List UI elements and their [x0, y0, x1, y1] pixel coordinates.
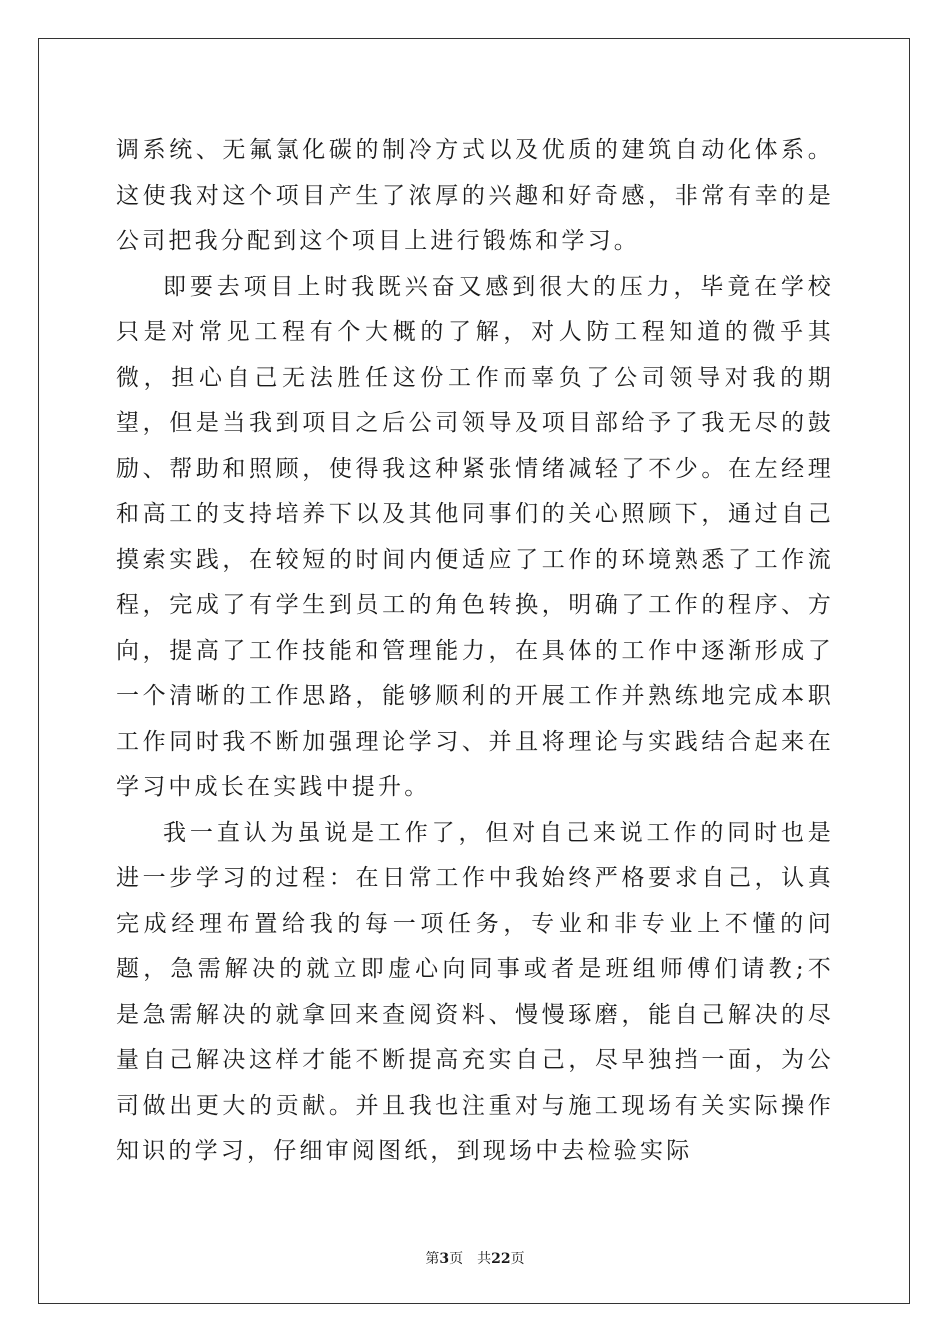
total-prefix: 共	[477, 1251, 492, 1267]
page-footer	[0, 1248, 950, 1268]
total-unit: 页	[510, 1251, 525, 1267]
paragraph-3: 我一直认为虽说是工作了，但对自己来说工作的同时也是进一步学习的过程：在日常工作中我始终严格要求自己，认真完成经理布置给我的每一项任务，专业和非专业上不懂的问题，急需解决的就立即虚心向同事或者是班组师傅们请教;不是急需解决的就拿回来查阅资料、慢慢琢磨，能自己解决的尽量自己解决这样才能不断提高充实自己，尽早独挡一面，为公司做出更大的贡献。并且我也注重对与施工现场有关实际操作知识的学习，仔细审阅图纸，到现场中去检验实际	[116, 819, 834, 1164]
page-prefix: 第	[425, 1251, 440, 1267]
paragraph-2: 即要去项目上时我既兴奋又感到很大的压力，毕竟在学校只是对常见工程有个大概的了解，对人防工程知道的微乎其微，担心自己无法胜任这份工作而辜负了公司领导对我的期望，但是当我到项目之后公司领导及项目部给予了我无尽的鼓励、帮助和照顾，使得我这种紧张情绪减轻了不少。在左经理和高工的支持培养下以及其他同事们的关心照顾下，通过自己摸索实践，在较短的时间内便适应了工作的环境熟悉了工作流程，完成了有学生到员工的角色转换，明确了工作的程序、方向，提高了工作技能和管理能力，在具体的工作中逐渐形成了一个清晰的工作思路，能够顺利的开展工作并熟练地完成本职工作同时我不断加强理论学习、并且将理论与实践结合起来在学习中成长在实践中提升。	[116, 273, 834, 800]
total-pages: 22	[491, 1251, 511, 1267]
paragraph-1: 调系统、无氟氯化碳的制冷方式以及优质的建筑自动化体系。这使我对这个项目产生了浓厚的兴趣和好奇感，非常有幸的是公司把我分配到这个项目上进行锻炼和学习。	[116, 137, 834, 254]
page-number: 3	[439, 1251, 450, 1267]
page-unit: 页	[449, 1251, 464, 1267]
document-body	[116, 128, 834, 1175]
